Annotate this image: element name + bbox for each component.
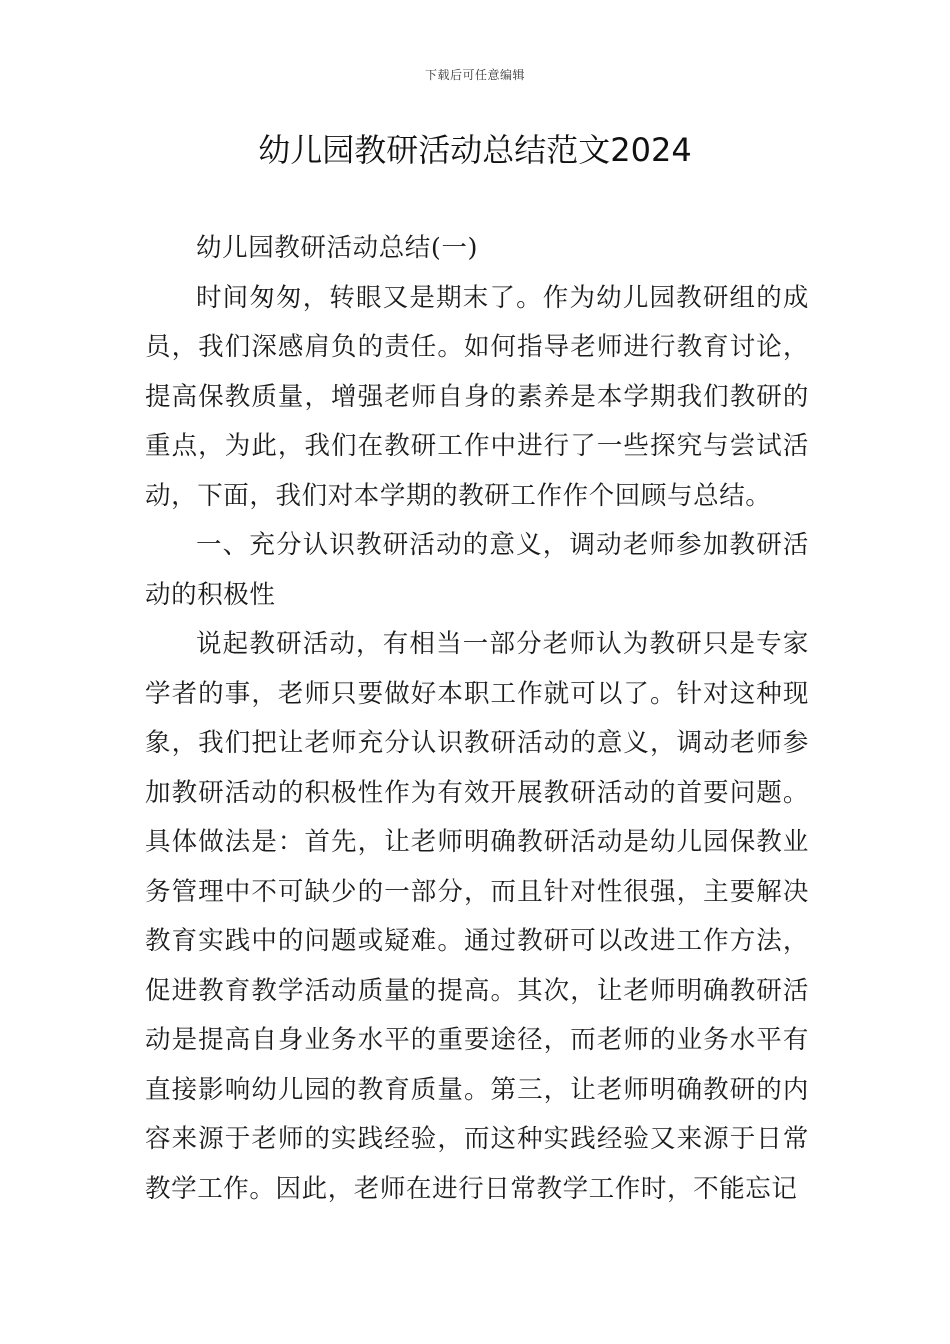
subsection-heading: 一、充分认识教研活动的意义，调动老师参加教研活动的积极性	[145, 530, 809, 610]
paragraph-intro: 时间匆匆，转眼又是期末了。作为幼儿园教研组的成员，我们深感肩负的责任。如何指导老师进行教育讨论，提高保教质量，增强老师自身的素养是本学期我们教研的重点，为此，我们在教研工作中进行了一些探究与尝试活动，下面，我们对本学期的教研工作作个回顾与总结。	[145, 282, 809, 511]
paragraph-body: 说起教研活动，有相当一部分老师认为教研只是专家学者的事，老师只要做好本职工作就可以了。针对这种现象，我们把让老师充分认识教研活动的意义，调动老师参加教研活动的积极性作为有效开展教研活动的首要问题。具体做法是：首先，让老师明确教研活动是幼儿园保教业务管理中不可缺少的一部分，而且针对性很强，主要解决教育实践中的问题或疑难。通过教研可以改进工作方法，促进教育教学活动质量的提高。其次，让老师明确教研活动是提高自身业务水平的重要途径，而老师的业务水平有直接影响幼儿园的教育质量。第三，让老师明确教研的内容来源于老师的实践经验，而这种实践经验又来源于日常教学工作。因此，老师在进行日常教学工作时，不能忘记	[145, 629, 809, 1204]
section-heading: 幼儿园教研活动总结(一)	[196, 233, 479, 263]
document-body	[145, 224, 809, 1214]
header-note: 下载后可任意编辑	[424, 68, 525, 82]
document-title: 幼儿园教研活动总结范文2024	[258, 131, 692, 169]
